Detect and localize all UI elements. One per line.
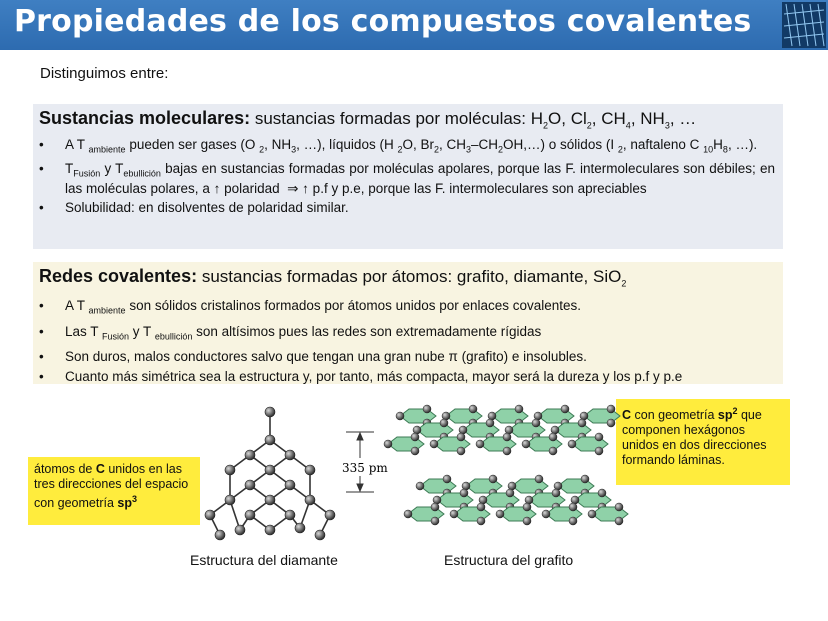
graphite-atom <box>443 475 451 483</box>
graphite-atom <box>457 447 465 455</box>
slide-title: Propiedades de los compuestos covalentes <box>14 4 752 39</box>
graphite-atom <box>571 496 579 504</box>
graphite-top-layer <box>384 405 620 455</box>
graphite-atom <box>488 412 496 420</box>
molecular-substances-box <box>33 104 783 249</box>
graphite-atom <box>588 510 596 518</box>
diamond-atom <box>235 525 245 535</box>
graphite-atom <box>411 447 419 455</box>
graphite-atom <box>416 482 424 490</box>
graphite-atom <box>505 426 513 434</box>
graphite-atom <box>607 405 615 413</box>
graphite-atom <box>551 426 559 434</box>
intro-text: Distinguimos entre: <box>40 65 169 82</box>
diamond-atom <box>265 407 275 417</box>
molecular-heading <box>39 108 696 130</box>
graphite-atom <box>569 503 577 511</box>
molecular-heading-title: Sustancias moleculares: <box>39 108 251 128</box>
graphite-atom <box>534 412 542 420</box>
graphite-atom <box>542 510 550 518</box>
graphite-atom <box>430 440 438 448</box>
graphite-bottom-layer <box>404 475 628 525</box>
diamond-atom <box>325 510 335 520</box>
graphite-atom <box>477 503 485 511</box>
graphite-atom <box>450 510 458 518</box>
graphite-atom <box>561 405 569 413</box>
diamond-atom <box>225 465 235 475</box>
diamond-atom <box>305 495 315 505</box>
graphite-atom <box>554 482 562 490</box>
layer-spacing-label: 335 pm <box>342 461 388 475</box>
graphite-atom <box>523 503 531 511</box>
graphite-atom <box>486 419 494 427</box>
graphite-atom <box>477 517 485 525</box>
diamond-atom <box>265 525 275 535</box>
covalent-bullet-list <box>39 297 775 388</box>
list-item: • A T $_{ambiente}$ son sólidos cristalinos formados por átomos unidos por enlaces covalentes. <box>39 297 775 320</box>
graphite-atom <box>523 517 531 525</box>
graphite-atom <box>462 482 470 490</box>
graphite-atom <box>476 440 484 448</box>
diamond-atom <box>265 435 275 445</box>
graphite-atom <box>457 433 465 441</box>
graphite-atom <box>440 419 448 427</box>
graphite-atom <box>522 440 530 448</box>
diamond-atom <box>285 480 295 490</box>
graphite-atom <box>503 433 511 441</box>
graphite-atom <box>496 510 504 518</box>
graphite-atom <box>404 510 412 518</box>
diamond-atom <box>245 480 255 490</box>
graphite-atom <box>532 419 540 427</box>
graphite-atom <box>615 517 623 525</box>
graphite-atom <box>433 496 441 504</box>
diamond-atom <box>265 465 275 475</box>
sp3-note: átomos de C unidos en las tres direcciones del espacio con geometría $sp^3$ <box>28 457 200 525</box>
graphite-atom <box>549 447 557 455</box>
covalent-heading <box>39 266 626 288</box>
graphite-atom <box>384 440 392 448</box>
graphite-atom <box>506 489 514 497</box>
molecular-heading-desc: sustancias formadas por moléculas: $H_2O$, $Cl_2$, $CH_4$, $NH_3$, … <box>254 109 697 131</box>
diamond-caption: Estructura del diamante <box>190 552 338 568</box>
graphite-atom <box>460 489 468 497</box>
covalent-heading-desc: sustancias formadas por átomos: grafito, diamante, SiO$_2$ <box>201 267 627 289</box>
list-item: • Solubilidad: en disolventes de polaridad similar. <box>39 200 775 216</box>
graphite-atom <box>525 496 533 504</box>
graphite-atom <box>581 475 589 483</box>
graphite-atom <box>580 412 588 420</box>
graphite-atom <box>552 489 560 497</box>
graphite-atom <box>469 405 477 413</box>
graphite-atom <box>595 433 603 441</box>
diamond-atom <box>305 465 315 475</box>
list-item: • Son duros, malos conductores salvo que tengan una gran nube π (grafito) e insolubles. <box>39 348 775 365</box>
covalent-networks-box <box>33 262 783 384</box>
graphite-caption: Estructura del grafito <box>444 552 574 568</box>
graphite-atom <box>549 433 557 441</box>
graphite-atom <box>503 447 511 455</box>
covalent-heading-title: Redes covalentes: <box>39 266 198 286</box>
graphite-atom <box>515 405 523 413</box>
sp2-note: C con geometría $sp^2$ que componen hexágonos unidos en dos direcciones formando láminas. <box>616 399 790 485</box>
list-item: • A T $_{ambiente}$ pueden ser gases (O $_2$, $NH_3$, …), líquidos (H $_2$O, $Br_2$, $CH_3-CH_2OH,\dots$) o sólidos (I $_2$, naftaleno C $_{10}H_8$, …). <box>39 137 775 158</box>
diamond-atom <box>285 450 295 460</box>
graphite-atom <box>431 503 439 511</box>
molecular-bullet-list <box>39 137 775 219</box>
list-item: • $T_{Fusión}$ y $T_{ebullición}$ bajas en sustancias formadas por moléculas apolares, porque las F. intermoleculares son débiles; en las moléculas polares, a ↑ polaridad ⇒ ↑ p.f y p.e, porque las F. intermoleculares son apreciables <box>39 161 775 198</box>
graphite-atom <box>607 419 615 427</box>
diamond-atom <box>315 530 325 540</box>
graphite-atom <box>396 412 404 420</box>
diamond-atom <box>215 530 225 540</box>
diamond-atom <box>205 510 215 520</box>
graphite-atom <box>489 475 497 483</box>
graphite-atom <box>535 475 543 483</box>
graphite-atom <box>569 517 577 525</box>
graphite-atom <box>595 447 603 455</box>
list-item: • Las T $_{Fusión}$ y T $_{ebullición}$ son altísimos pues las redes son extremadamente rígidas <box>39 323 775 346</box>
logo-image <box>782 2 826 48</box>
diamond-atom <box>245 450 255 460</box>
diamond-atom <box>285 510 295 520</box>
diamond-atom <box>295 523 305 533</box>
graphite-atom <box>479 496 487 504</box>
graphite-atom <box>578 419 586 427</box>
graphite-atom <box>423 405 431 413</box>
diamond-atom <box>245 510 255 520</box>
graphite-atom <box>615 503 623 511</box>
graphite-atom <box>413 426 421 434</box>
graphite-atom <box>411 433 419 441</box>
graphite-atom <box>459 426 467 434</box>
diamond-structure-image <box>180 400 350 550</box>
graphite-structure-image <box>340 402 630 552</box>
graphite-atom <box>568 440 576 448</box>
title-bar <box>0 0 828 50</box>
diamond-atom <box>225 495 235 505</box>
graphite-atom <box>442 412 450 420</box>
graphite-atom <box>598 489 606 497</box>
list-item: • Cuanto más simétrica sea la estructura y, por tanto, más compacta, mayor será la dureza y los p.f y p.e <box>39 368 775 385</box>
graphite-atom <box>508 482 516 490</box>
diamond-atom <box>265 495 275 505</box>
graphite-atom <box>431 517 439 525</box>
